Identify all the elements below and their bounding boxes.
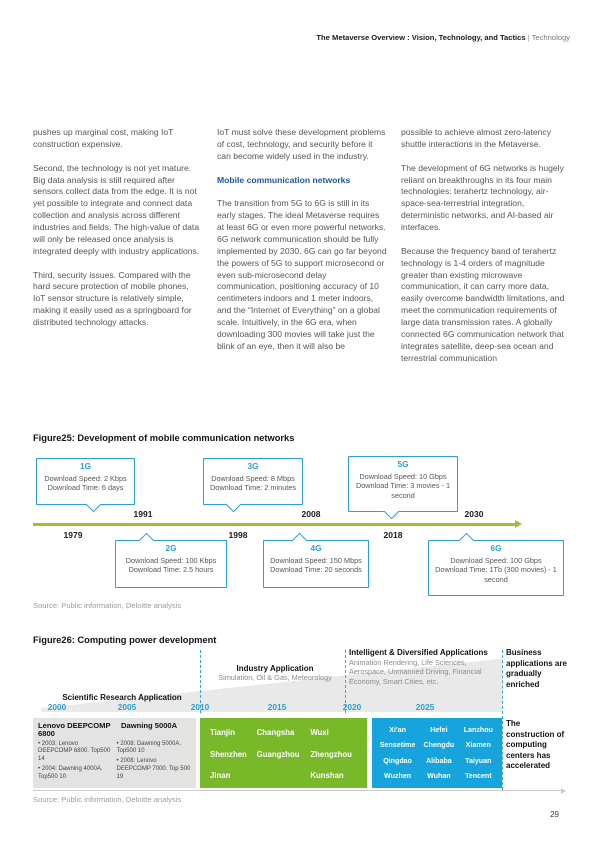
gen-speed: Download Speed: 8 Mbps xyxy=(211,473,295,483)
axis-year: 2005 xyxy=(117,702,137,712)
paragraph: Third, security issues. Compared with the hard secure protection of mobile phones, IoT sensor structure is relatively simple, making it easily used as a springboard for distributed technology attacks. xyxy=(33,269,192,328)
city-item: Lanzhou xyxy=(463,726,493,734)
bullet-item: • 2003: Lenovo DEEPCOMP 6800. Top500 14 xyxy=(38,741,113,764)
gen-box-4g xyxy=(263,540,369,588)
figure26-title: Figure26: Computing power development xyxy=(33,635,217,645)
city-item: Tianjin xyxy=(210,728,235,737)
city-item: Taiyuan xyxy=(465,756,492,765)
axis-year: 2010 xyxy=(190,702,210,712)
blue-cities-box xyxy=(372,718,502,788)
gen-time: Download Time: 20 seconds xyxy=(270,565,362,575)
gen-label: 1G xyxy=(80,462,91,471)
stage-sublabel: Animation Rendering, Life Sciences, Aerospace, Unmanned Driving, Financial Economy, Smart Cities, etc. xyxy=(349,658,482,686)
construction-note: The construction of computing centers has accelerated xyxy=(506,719,565,771)
bullet-item: • 2008: Dawning 5000A. Top500 10 xyxy=(117,741,192,757)
city-item: Alibaba xyxy=(426,756,452,765)
gen-time: Download Time: 2 minutes xyxy=(210,483,296,493)
city-item: Hefei xyxy=(430,726,448,734)
paragraph: The transition from 5G to 6G is still in its early stages. The ideal Metaverse requires at least 6G or even more powerful networks. 6G network communication should be fully implemented by 2030. 6G can go far beyond the powers of 5G to support microsecond or even sub-microsecond delay communication, positioning accuracy of 10 centimeters indoors and 1 meter indoors, and the “Internet of Everything” on a global scale. Intuitively, in the 6G era, when downloading 300 movies will take just the blink of an eye, then it will also be xyxy=(217,198,387,351)
city-item: Xi'an xyxy=(389,726,406,734)
timeline-year: 1998 xyxy=(228,530,248,540)
city-item: Guangzhou xyxy=(256,749,300,759)
timeline-year: 1979 xyxy=(63,530,83,540)
article-column-2 xyxy=(217,127,387,376)
header-separator: | xyxy=(527,33,530,42)
supercomputer-bullets-right xyxy=(117,741,192,784)
gen-label: 5G xyxy=(397,460,409,469)
timeline-year: 2030 xyxy=(464,509,484,519)
figure25-source: Source: Public information, Deloitte analysis xyxy=(33,601,182,610)
paragraph: IoT must solve these development problems of cost, technology, and security before it can become widely used in the industry. xyxy=(217,127,386,161)
timeline-year: 1991 xyxy=(133,509,153,519)
callout-pointer-icon xyxy=(384,504,400,520)
gen-label: 3G xyxy=(247,462,259,471)
axis-year: 2000 xyxy=(47,702,67,712)
city-item: Zhengzhou xyxy=(310,749,352,759)
figure26-source: Source: Public information, Deloitte analysis xyxy=(33,795,182,804)
city-item: Shenzhen xyxy=(210,749,247,759)
gen-time: Download Time: 6 days xyxy=(47,483,124,493)
gen-speed: Download Speed: 2 Kbps xyxy=(44,473,127,483)
page-header xyxy=(316,33,570,42)
gen-time: Download Time: 3 movies - 1 second xyxy=(355,481,451,500)
paragraph: possible to achieve almost zero-latency shuttle interactions in the Metaverse. xyxy=(401,127,551,149)
header-section: Technology xyxy=(531,33,570,42)
article-column-1 xyxy=(33,127,203,376)
city-item: Wuzhen xyxy=(384,771,412,780)
section-heading: Mobile communication networks xyxy=(217,174,351,185)
timeline-year: 2018 xyxy=(383,530,403,540)
axis-year: 2015 xyxy=(267,702,287,712)
supercomputer-title-2: Dawning 5000A xyxy=(121,721,178,730)
callout-pointer-icon xyxy=(226,497,242,513)
bullet-item: • 2004: Dawning 4000A. Top500 10 xyxy=(38,766,113,782)
article-columns xyxy=(33,127,571,376)
supercomputer-bullets-left xyxy=(38,741,113,784)
paragraph: Because the frequency band of terahertz technology is 1-4 orders of magnitude greater than existing microwave communication, it can carry more data, easily overcome bandwidth limitations, and meet the communication requirements of large data transmission rates. A globally connected 6G communication network that integrates satellite, deep-sea ocean and terrestrial communication xyxy=(401,245,565,363)
report-title: The Metaverse Overview : Vision, Technology, and Tactics xyxy=(316,33,526,42)
gen-box-2g xyxy=(115,540,227,588)
gen-speed: Download Speed: 10 Gbps xyxy=(359,471,447,481)
callout-pointer-icon xyxy=(86,497,102,513)
figure26-computing-power xyxy=(33,635,570,797)
axis-year: 2020 xyxy=(342,702,362,712)
city-item xyxy=(257,771,311,780)
city-item: Wuxi xyxy=(310,728,329,737)
stage-sublabel: Simulation, Oil & Gas, Meteorology xyxy=(218,673,332,682)
gen-speed: Download Speed: 150 Mbps xyxy=(270,555,362,565)
city-item: Chengdu xyxy=(423,741,455,750)
gen-speed: Download Speed: 100 Kbps xyxy=(125,555,217,565)
supercomputer-title-1: Lenovo DEEPCOMP 6800 xyxy=(38,721,111,739)
green-cities-box xyxy=(200,718,367,788)
gen-speed: Download Speed: 100 Gbps xyxy=(450,555,542,565)
axis-year: 2025 xyxy=(415,702,435,712)
timeline-axis xyxy=(33,523,515,526)
gen-box-1g xyxy=(36,458,135,505)
figure25-title: Figure25: Development of mobile communication networks xyxy=(33,433,295,443)
gen-box-3g xyxy=(203,458,303,505)
gen-time: Download Time: 1Tb (300 movies) - 1 second xyxy=(435,565,557,584)
figure25-mobile-networks xyxy=(33,433,570,611)
gen-time: Download Time: 2.5 hours xyxy=(128,565,214,575)
gen-label: 4G xyxy=(310,544,322,553)
paragraph: Second, the technology is not yet mature. Big data analysis is still required after sensors collect data from the edge. It is not yet possible to integrate and connect data collection and analysis across different industries and fields. The high-value of data will only be released once analysis is integrated deeply with industry applications. xyxy=(33,162,200,256)
baseline-arrow-icon xyxy=(561,788,566,794)
bullet-item: • 2008: Lenovo DEEPCOMP 7000. Top 500 19 xyxy=(117,758,192,781)
stage-industry-application xyxy=(205,664,345,682)
gen-label: 2G xyxy=(165,544,177,553)
stage-intelligent-applications xyxy=(349,648,503,686)
paragraph: pushes up marginal cost, making IoT construction expensive. xyxy=(33,127,174,149)
city-item: Xiamen xyxy=(465,741,491,750)
city-item: Jinan xyxy=(210,771,231,780)
page-number: 29 xyxy=(550,810,559,819)
article-column-3 xyxy=(401,127,571,376)
paragraph: The development of 6G networks is hugely reliant on breakthroughs in its four main technologies: terahertz technology, air-space-sea-terrestrial integration, deterministic networks, and AI-based air interfaces. xyxy=(401,162,564,233)
city-item: Tencent xyxy=(464,771,492,780)
gen-box-6g xyxy=(428,540,564,596)
figure26-baseline xyxy=(33,790,561,791)
stage-label: Industry Application xyxy=(236,664,314,673)
timeline-year: 2008 xyxy=(301,509,321,519)
city-item: Qingdao xyxy=(383,756,412,765)
city-item: Changsha xyxy=(256,728,295,737)
stage-label: Intelligent & Diversified Applications xyxy=(349,648,488,657)
city-item: Wuhan xyxy=(427,771,451,780)
city-item: Kunshan xyxy=(310,771,344,780)
supercomputer-box xyxy=(33,718,196,788)
city-item: Sensetime xyxy=(379,741,416,750)
timeline-arrow-icon xyxy=(515,520,522,528)
business-applications-note: Business applications are gradually enriched xyxy=(506,648,567,689)
gen-label: 6G xyxy=(490,544,502,553)
stage-label: Scientific Research Application xyxy=(62,693,182,702)
gen-box-5g xyxy=(348,456,458,512)
